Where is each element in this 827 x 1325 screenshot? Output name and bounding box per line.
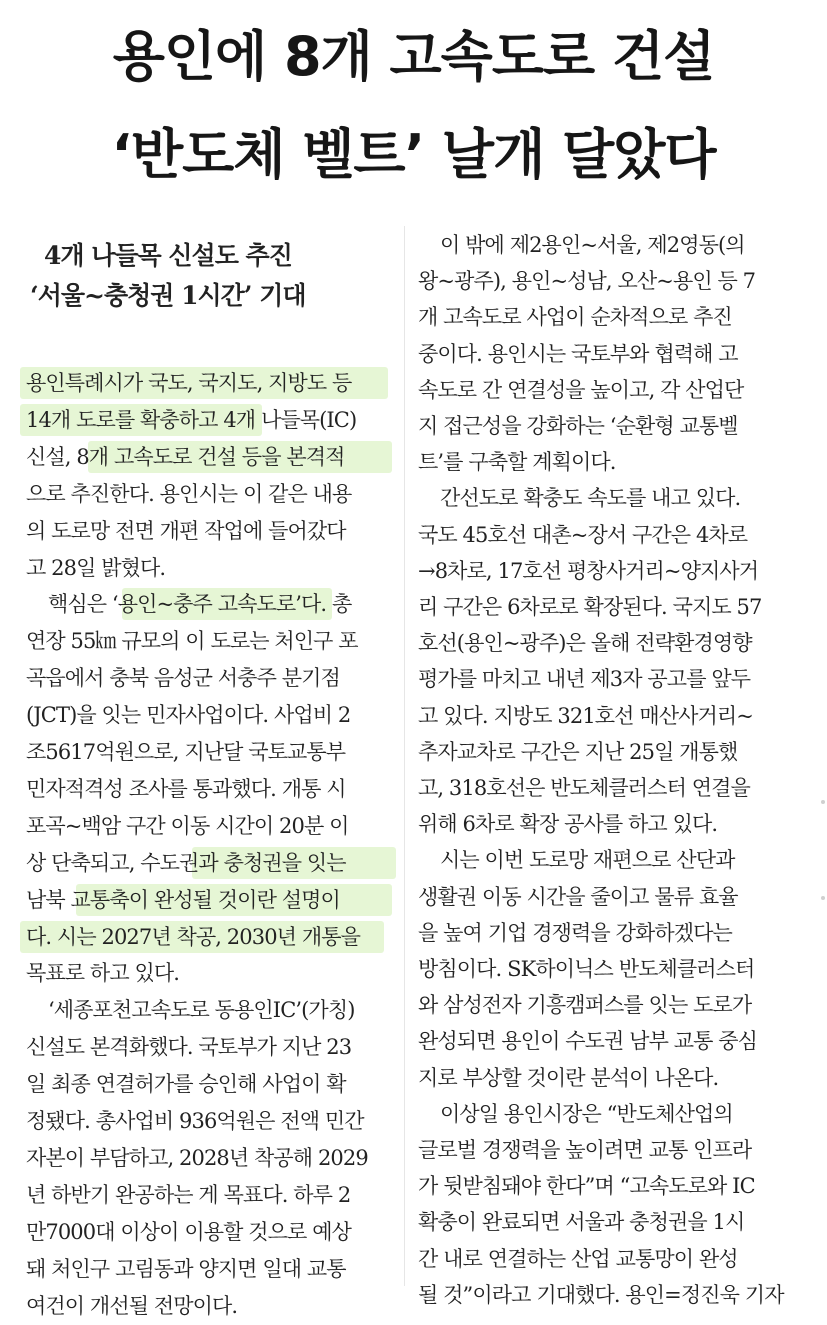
article-line: 지로 부상할 것이란 분석이 나온다. — [418, 1065, 719, 1090]
article-line: 여건이 개선될 전망이다. — [26, 1293, 238, 1318]
article-line: 핵심은 ‘용인~충주 고속도로’다. 총 — [48, 592, 352, 617]
article-line: 이상일 용인시장은 “반도체산업의 — [440, 1101, 733, 1126]
article-line: 으로 추진한다. 용인시는 이 같은 내용 — [26, 481, 352, 506]
article-line: (JCT)을 잇는 민자사업이다. 사업비 2 — [26, 703, 351, 728]
article-line: 이 밖에 제2용인~서울, 제2영동(의 — [440, 233, 745, 257]
article-line: 확충이 완료되면 서울과 충청권을 1시 — [418, 1210, 745, 1235]
article-line: 와 삼성전자 기흥캠퍼스를 잇는 도로가 — [418, 993, 752, 1018]
article-line: 목표로 하고 있다. — [26, 961, 180, 986]
article-line: 만7000대 이상이 이용할 것으로 예상 — [26, 1219, 351, 1244]
article-line: 왕~광주), 용인~성남, 오산~용인 등 7 — [418, 269, 756, 294]
article-line: 일 최종 연결허가를 승인해 사업이 확 — [26, 1072, 346, 1097]
subheadline-line-2: ‘서울~충청권 1시간’ 기대 — [30, 281, 306, 310]
article-line: 간선도로 확충도 속도를 내고 있다. — [440, 486, 741, 511]
headline-line-1: 용인에 8개 고속도로 건설 — [112, 25, 715, 88]
subheadline-line-1: 4개 나들목 신설도 추진 — [44, 241, 292, 270]
article-line: 년 하반기 완공하는 게 목표다. 하루 2 — [26, 1182, 351, 1207]
article-line: 방침이다. SK하이닉스 반도체클러스터 — [418, 957, 755, 981]
article-line: 남북 교통축이 완성될 것이란 설명이 — [26, 887, 340, 912]
article-line: 가 뒷받침돼야 한다”며 “고속도로와 IC — [418, 1174, 755, 1199]
article-line: 정됐다. 총사업비 936억원은 전액 민간 — [26, 1109, 364, 1133]
scan-artifact — [821, 800, 825, 804]
article-line: 포곡~백암 구간 이동 시간이 20분 이 — [26, 813, 349, 838]
article-line: 고, 318호선은 반도체클러스터 연결을 — [418, 776, 750, 800]
article-line: 생활권 이동 시간을 줄이고 물류 효율 — [418, 884, 738, 909]
article-line: 지 접근성을 강화하는 ‘순환형 교통벨 — [418, 414, 738, 438]
article-line: 민자적격성 조사를 통과했다. 개통 시 — [26, 776, 346, 801]
article-line: 개 고속도로 사업이 순차적으로 추진 — [418, 305, 732, 330]
article-line: 연장 55㎞ 규모의 이 도로는 처인구 포 — [26, 629, 358, 654]
headline-line-2: ‘반도체 벨트’ 날개 달았다 — [111, 123, 716, 186]
article-line: 시는 이번 도로망 재편으로 산단과 — [440, 848, 735, 873]
article-line: 상 단축되고, 수도권과 충청권을 잇는 — [26, 850, 346, 875]
article-line: 완성되면 용인이 수도권 남부 교통 중심 — [418, 1029, 758, 1054]
article-line: 자본이 부담하고, 2028년 착공해 2029 — [26, 1145, 368, 1170]
article-line: 고 있다. 지방도 321호선 매산사거리~ — [418, 703, 753, 728]
article-line: 될 것”이라고 기대했다. 용인=정진욱 기자 — [418, 1282, 784, 1307]
article-line: 평가를 마치고 내년 제3자 공고를 앞두 — [418, 667, 751, 692]
article-line: 위해 6차로 확장 공사를 하고 있다. — [418, 812, 718, 837]
article-line: 호선(용인~광주)은 올해 전략환경영향 — [418, 631, 752, 656]
article-line: 을 높여 기업 경쟁력을 강화하겠다는 — [418, 920, 732, 945]
article-line: 고 28일 밝혔다. — [26, 555, 166, 580]
article-line: 다. 시는 2027년 착공, 2030년 개통을 — [26, 924, 360, 949]
article-line: 국도 45호선 대촌~장서 구간은 4차로 — [418, 522, 748, 547]
article-line: 트’를 구축할 계획이다. — [418, 450, 616, 475]
article-line: →8차로, 17호선 평창사거리~양지사거 — [418, 558, 759, 583]
article-line: 속도로 간 연결성을 높이고, 각 산업단 — [418, 377, 744, 402]
article-line: 간 내로 연결하는 산업 교통망이 완성 — [418, 1246, 738, 1271]
article-line: 글로벌 경쟁력을 높이려면 교통 인프라 — [418, 1138, 752, 1162]
article-line: 신설, 8개 고속도로 건설 등을 본격적 — [26, 444, 345, 469]
article-line: ‘세종포천고속도로 동용인IC’(가칭) — [48, 998, 355, 1023]
article-line: 신설도 본격화했다. 국토부가 지난 23 — [26, 1035, 352, 1060]
scan-artifact — [821, 896, 825, 900]
article-line: 조5617억원으로, 지난달 국토교통부 — [26, 740, 346, 764]
article-line: 의 도로망 전면 개편 작업에 들어갔다 — [26, 518, 346, 543]
article-line: 추자교차로 구간은 지난 25일 개통했 — [418, 739, 738, 764]
column-divider — [404, 226, 405, 1286]
article-line: 돼 처인구 고림동과 양지면 일대 교통 — [26, 1256, 346, 1281]
article-line: 리 구간은 6차로로 확장된다. 국지도 57 — [418, 595, 762, 619]
article-line: 곡읍에서 충북 음성군 서충주 분기점 — [26, 666, 340, 691]
article-line: 중이다. 용인시는 국토부와 협력해 고 — [418, 341, 738, 366]
article-line: 14개 도로를 확충하고 4개 나들목(IC) — [26, 407, 357, 432]
article-line: 용인특례시가 국도, 국지도, 지방도 등 — [26, 371, 352, 395]
